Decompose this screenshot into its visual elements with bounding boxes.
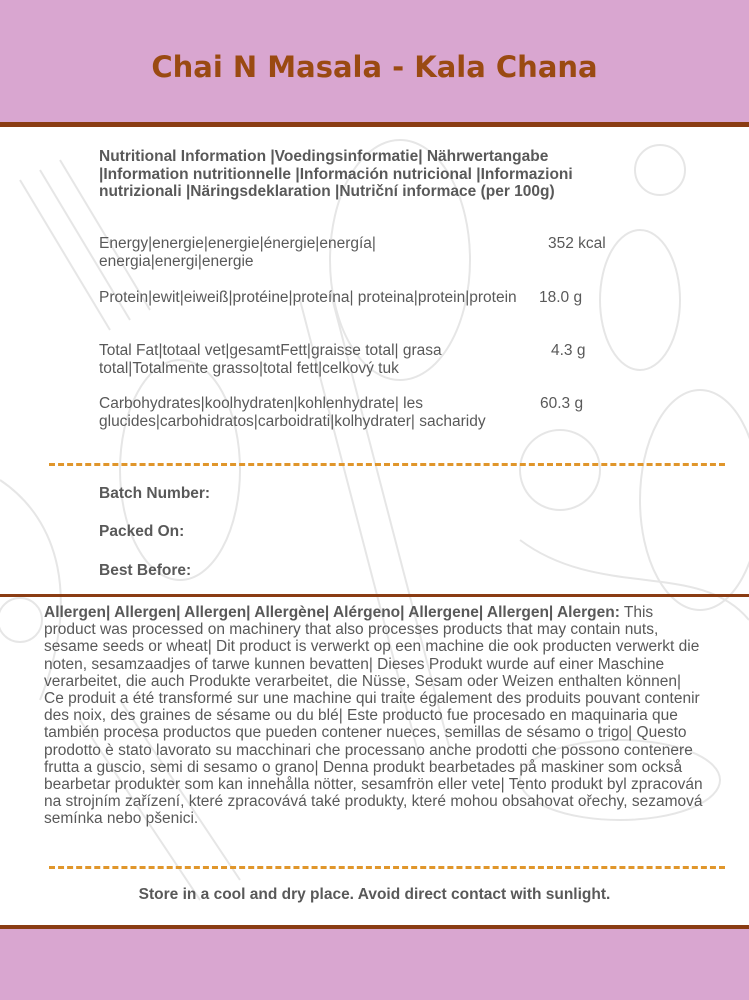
- header-divider: [0, 122, 749, 127]
- dashed-divider: [49, 866, 725, 869]
- dashed-divider: [49, 463, 725, 466]
- footer-band: [0, 929, 749, 1000]
- nutrition-value-carbohydrates: 60.3 g: [540, 395, 584, 412]
- nutrition-label-energy: Energy|energie|energie|énergie|energía| energia|energi|energie: [99, 235, 376, 270]
- allergen-statement: [44, 604, 704, 828]
- allergen-text: This product was processed on machinery that also processes products that may contain nuts, sesame seeds or wheat| Dit product is verwerkt op een machine die ook producten verwerkt die noten, sesamzaadjes of tarwe kunnen bevatten| Dieses Produkt wurde auf einer Maschine verarbeitet, die auch Produkte verarbeitet, die Nüsse, Sesam oder Weizen enthalten können| Ce produit a été transformé sur une machine qui traite également des produits pouvant contenir des noix, des graines de sésame ou du blé| Este producto fue procesado en maquinaria que también procesa productos que pueden contener nueces, semillas de sésamo o trigo| Questo prodotto è stato lavorato su macchinari che processano anche prodotti che possono contenere frutta a guscio, semi di sesamo o grano| Denna produkt bearbetades på maskiner som också bearbetar produkter som kan innehålla nötter, sesamfrön eller vete| Tento produkt byl zpracován na strojním zařízení, které zpracovává také produkty, které mohou obsahovat ořechy, sezamová semínka nebo pšenici.: [44, 604, 703, 828]
- packed-on-label: Packed On:: [99, 523, 185, 540]
- nutrition-heading: Nutritional Information |Voedingsinformatie| Nährwertangabe |Information nutritionnelle |Información nutricional |Informazioni nutrizionali |Näringsdeklaration |Nutriční informace (per 100g): [99, 148, 573, 200]
- nutrition-label-protein: Protein|ewit|eiweiß|protéine|proteína| proteina|protein|protein: [99, 289, 517, 306]
- batch-number-label: Batch Number:: [99, 485, 211, 502]
- nutrition-value-energy: 352 kcal: [548, 235, 606, 252]
- nutrition-label-carbohydrates: Carbohydrates|koolhydraten|kohlenhydrate| les glucides|carbohidratos|carboidrati|kolhydrater| sacharidy: [99, 395, 486, 430]
- section-divider: [0, 594, 749, 597]
- storage-instructions: Store in a cool and dry place. Avoid direct contact with sunlight.: [138, 886, 611, 903]
- allergen-label: Allergen| Allergen| Allergen| Allergène| Alérgeno| Allergene| Allergen| Alergen:: [44, 604, 620, 621]
- product-title: Chai N Masala - Kala Chana: [151, 50, 598, 84]
- nutrition-value-protein: 18.0 g: [539, 289, 583, 306]
- nutrition-value-fat: 4.3 g: [551, 342, 586, 359]
- nutrition-label-fat: Total Fat|totaal vet|gesamtFett|graisse total| grasa total|Totalmente grasso|total fett|celkový tuk: [99, 342, 442, 377]
- best-before-label: Best Before:: [99, 562, 192, 579]
